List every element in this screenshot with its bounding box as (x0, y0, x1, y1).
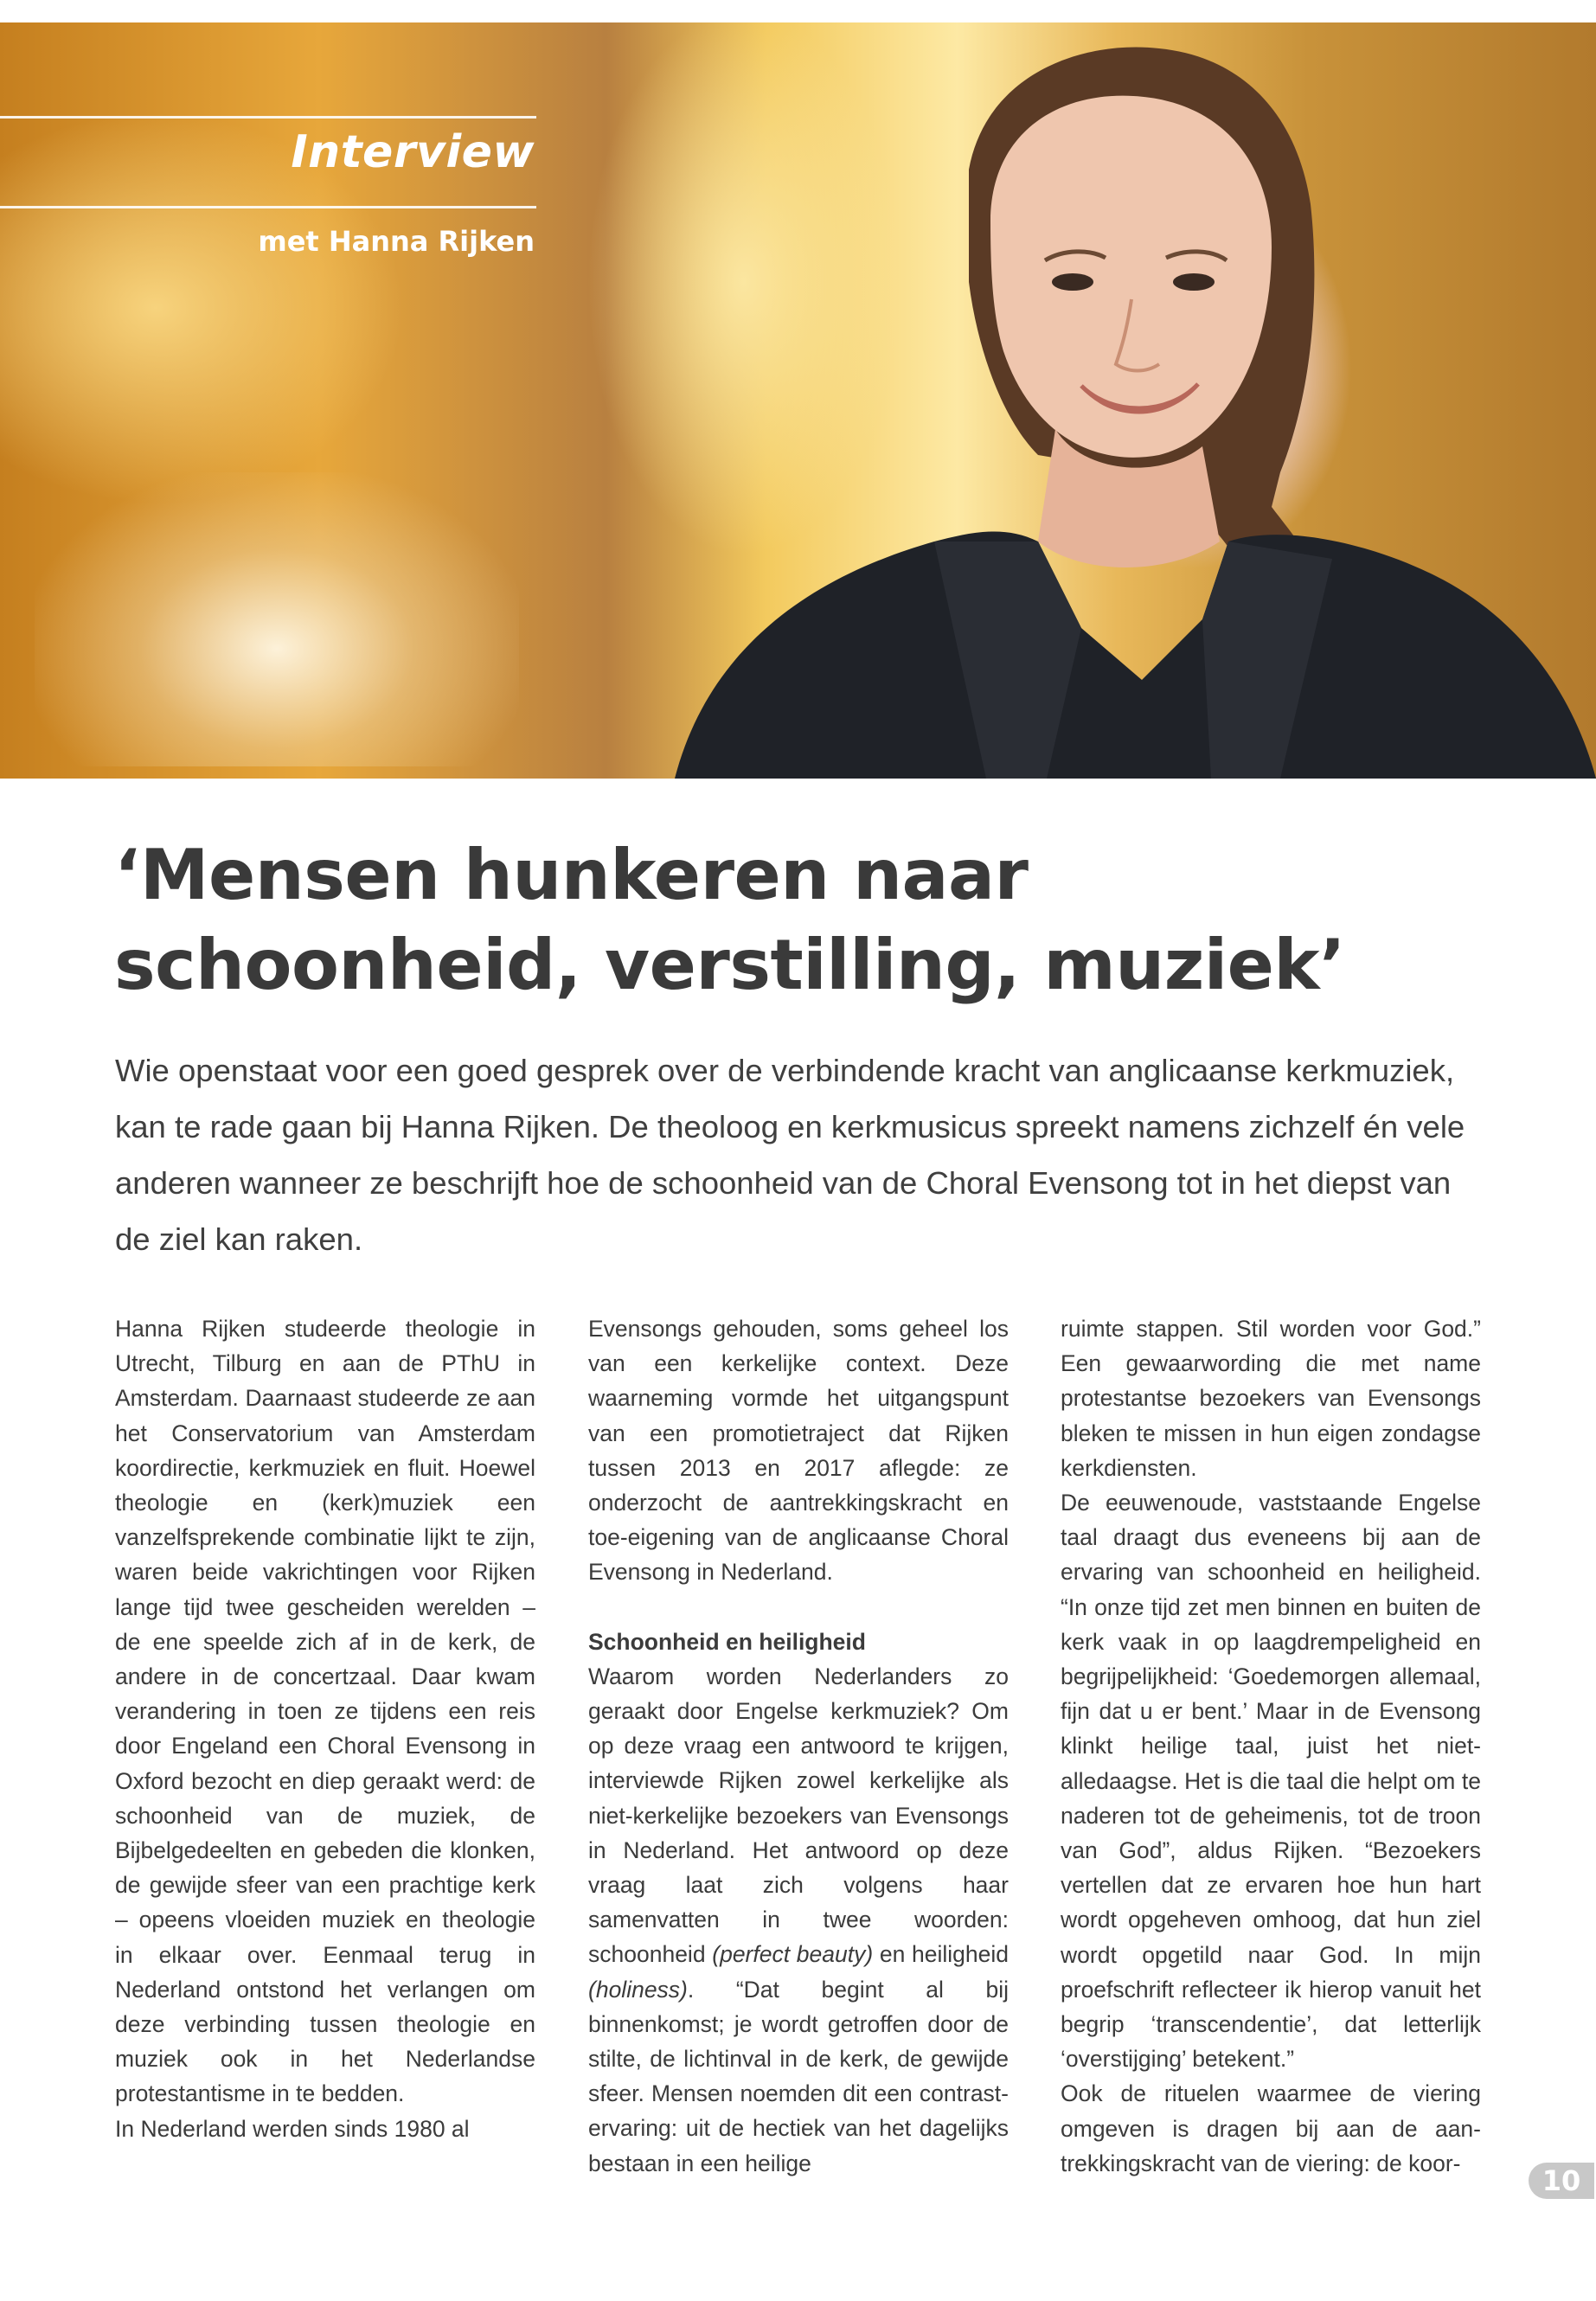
article-title: ‘Mensen hunkeren naar schoonheid, verstilling, muziek’ (114, 835, 1346, 1005)
section-kicker: Interview (291, 126, 535, 178)
section-subtitle: met Hanna Rijken (258, 225, 535, 258)
paragraph: De eeuwenoude, vaststaande Engelse taal draagt dus eveneens bij aan de ervaring van schoonheid en heiligheid. “In onze tijd zet men binnen en buiten de kerk vaak in op laagdrempeligheid en begrijpelijkheid: ‘Goedemorgen allemaal, fijn dat u er bent.’ Maar in de Evensong klinkt heilige taal, juist het niet-alledaagse. Het is die taal die helpt om te naderen tot de geheimenis, tot de troon van God”, aldus Rijken. “Bezoekers vertellen dat ze ervaren hoe hun hart wordt opgeheven omhoog, dat hun ziel wordt opgetild naar God. In mijn proefschrift reflecteer ik hierop vanuit het begrip ‘transcendentie’, dat letterlijk ‘overstijging’ betekent.” (1061, 1490, 1481, 2073)
hero-photo (0, 22, 1596, 779)
paragraph (588, 1659, 1009, 2181)
paragraph-gap (588, 1590, 1009, 1625)
text-run: en heiligheid (879, 1941, 1009, 1968)
paragraph: Ook de rituelen waarmee de viering omgeven is dragen bij aan de aantrekkingskracht van de viering: de koor- (1061, 2080, 1481, 2176)
page-number: 10 (1529, 2163, 1594, 2199)
paragraph: In Nederland werden sinds 1980 al (115, 2115, 470, 2142)
body-column-1 (115, 1311, 535, 2146)
kicker-top-rule (0, 116, 536, 119)
section-heading: Schoonheid en heiligheid (588, 1628, 866, 1655)
body-column-2 (588, 1311, 1009, 2181)
paragraph: ruimte stappen. Stil worden voor God.” Een gewaarwording die met name protestantse bezoekers van Evensongs bleken te missen in hun eigen zondagse kerkdiensten. (1061, 1316, 1481, 1481)
body-column-3 (1061, 1311, 1481, 2181)
paragraph: Evensongs gehouden, soms geheel los van een kerkelijke context. Deze waarneming vormde het uitgangspunt van een promotietraject dat Rijken tussen 2013 en 2017 aflegde: ze onderzocht de aantrekkingskracht en toe-eigening van de anglicaanse Choral Evensong in Nederland. (588, 1316, 1009, 1586)
portrait-photo (675, 22, 1596, 779)
emphasis-text: (holiness) (588, 1976, 688, 2003)
emphasis-text: (perfect beauty) (712, 1941, 874, 1968)
article-intro: Wie openstaat voor een goed gesprek over de verbindende kracht van anglicaanse kerkmuziek, kan te rade gaan bij Hanna Rijken. De theoloog en kerkmusicus spreekt namens zichzelf én vele anderen wanneer ze beschrijft hoe de schoonheid van de Choral Evensong tot in het diepst van de ziel kan raken. (115, 1053, 1465, 1257)
kicker-bottom-rule (0, 206, 536, 208)
paragraph: Hanna Rijken studeerde theologie in Utrecht, Tilburg en aan de PThU in Amsterdam. Daarnaast studeerde ze aan het Conservatorium van Amsterdam koordirectie, kerkmuziek en fluit. Hoewel theologie en (kerk)muziek een vanzelfsprekende combinatie lijkt te zijn, waren beide vakrichtingen voor Rijken lange tijd twee gescheiden werelden – de ene speelde zich af in de kerk, de andere in de concertzaal. Daar kwam verandering in toen ze tijdens een reis door Engeland een Choral Evensong in Oxford bezocht en diep geraakt werd: de schoonheid van de muziek, de Bijbelgedeelten en gebeden die klonken, de gewijde sfeer van een prachtige kerk – opeens vloeiden muziek en theologie in elkaar over. Eenmaal terug in Nederland ontstond het verlangen om deze verbinding tussen theologie en muziek ook in het Nederlandse protestantisme in te bedden. (115, 1316, 535, 2107)
text-run: . “Dat begint al bij binnenkomst; je wordt getroffen door de stilte, de lichtinval in de kerk, de gewijde sfeer. Mensen noemden dit een contrast-ervaring: uit de hectiek van het dagelijks bestaan in een heilige (588, 1976, 1009, 2176)
background-blur (35, 472, 519, 766)
text-run: Waarom worden Nederlanders zo geraakt door Engelse kerkmuziek? Om op deze vraag een antwoord te krijgen, interviewde Rijken zowel kerkelijke als niet-kerkelijke bezoekers van Evensongs in Nederland. Het antwoord op deze vraag laat zich volgens haar samenvatten in twee woorden: schoonheid (588, 1663, 1009, 1968)
